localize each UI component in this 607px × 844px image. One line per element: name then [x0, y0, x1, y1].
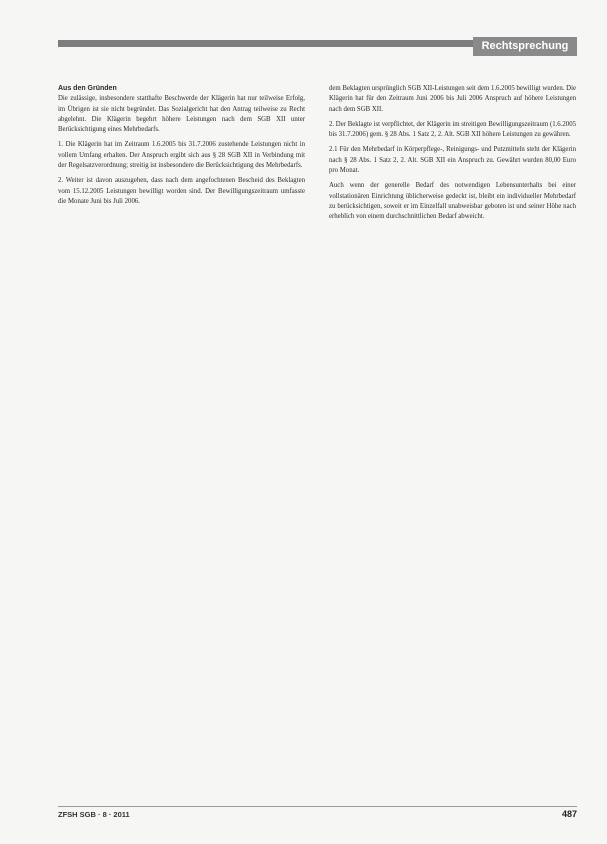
footer-rule [58, 806, 577, 807]
journal-citation: ZFSH SGB · 8 · 2011 [58, 810, 130, 819]
paragraph: 2.1 Für den Mehrbedarf in Körperpflege-, Reinigungs- und Putzmitteln steht der Klägerin nach § 28 Abs. 1 Satz 2, 2. Alt. SGB XII ein Anspruch zu. Gewährt wurden 80,00 Euro pro Monat. [329, 146, 576, 175]
page-number: 487 [561, 809, 577, 819]
right-column [329, 84, 576, 799]
paragraph: 2. Weiter ist davon auszugehen, dass nach dem angefochtenen Bescheid des Beklagten vom 15.12.2005 Leistungen bewilligt worden sind. Der Bewilligungszeitraum umfasste die Monate Juni bis Juli 2006. [58, 177, 305, 205]
paragraph: 2. Der Beklagte ist verpflichtet, der Klägerin im streitigen Bewilligungszeitraum (1.6.2005 bis 31.7.2006) gem. § 28 Abs. 1 Satz 2, 2. Alt. SGB XII höhere Leistungen zu gewähren. [329, 120, 576, 139]
left-column [58, 84, 305, 799]
section-heading: Aus den Gründen [58, 85, 117, 92]
article-body [58, 84, 576, 799]
header-rule [58, 40, 517, 47]
paragraph: dem Beklagten ursprünglich SGB XII-Leistungen seit dem 1.6.2005 bewilligt wurden. Die Klägerin hat für den Zeitraum Juni 2006 bis Juli 2006 Anspruch auf höhere Leistungen nach dem SGB XII. [329, 85, 576, 113]
paragraph: Die zulässige, insbesondere statthafte Beschwerde der Klägerin hat nur teilweise Erfolg, im Übrigen ist sie nicht begründet. Das Sozialgericht hat den Antrag teilweise zu Recht abgelehnt. Die Klägerin begehrt höhere Leistungen nach dem SGB XII unter Berücksichtigung eines Mehrbedarfs. [58, 95, 305, 134]
paragraph: 1. Die Klägerin hat im Zeitraum 1.6.2005 bis 31.7.2006 zustehende Leistungen nicht in vollem Umfang erhalten. Der Anspruch ergibt sich aus § 28 SGB XII in Verbindung mit der Regelsatzverordnung; streitig ist insbesondere die Berücksichtigung des Mehrbedarfs. [58, 141, 305, 170]
section-title: Rechtsprechung [473, 37, 577, 56]
paragraph: Auch wenn der generelle Bedarf des notwendigen Lebensunterhalts bei einer vollstationären Einrichtung üblicherweise gedeckt ist, bleibt ein individueller Mehrbedarf zu berücksichtigen, soweit er im Einzelfall unabweisbar geboten ist und seiner Höhe nach erheblich von einem durchschnittlichen Bedarf abweicht. [329, 182, 576, 221]
